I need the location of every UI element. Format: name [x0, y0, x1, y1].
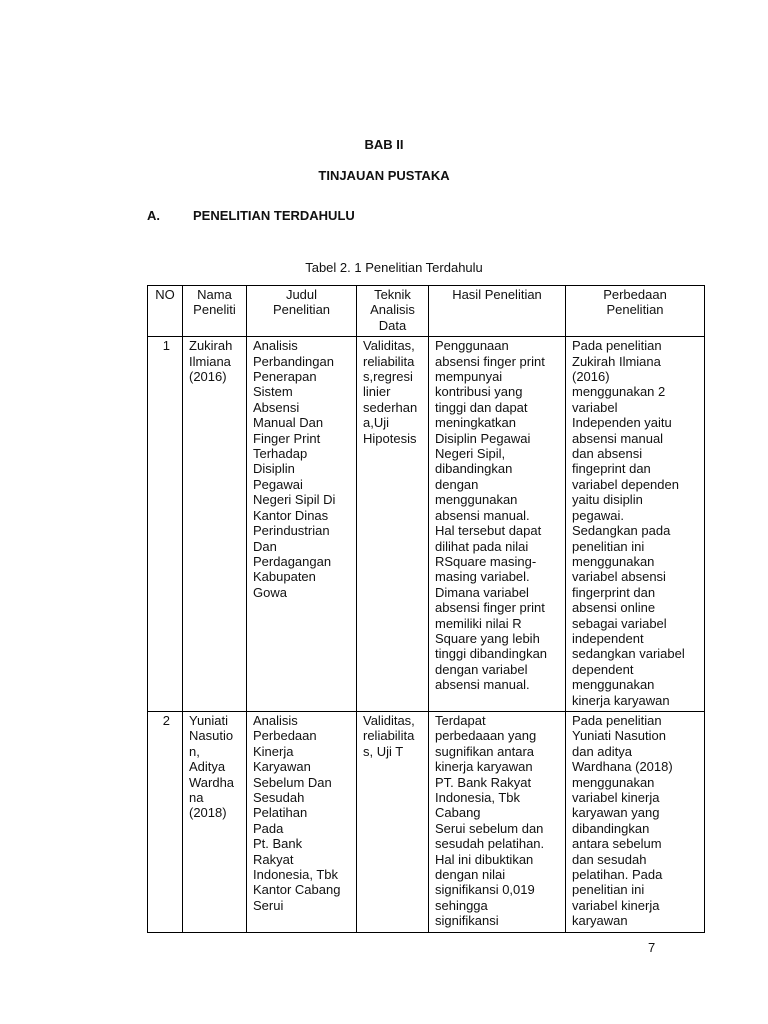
cell-text-line: sederhan — [363, 399, 418, 415]
cell-text-line: Penelitian — [606, 302, 664, 318]
cell-text-line: dan absensi — [572, 446, 643, 462]
cell-text-line: Karyawan — [253, 759, 311, 775]
cell-hasil-penelitian — [429, 337, 566, 712]
cell-text-line: penelitian ini — [572, 538, 645, 554]
cell-nama-peneliti — [183, 711, 247, 932]
cell-text-line: Sesudah — [253, 790, 305, 805]
cell-text-line: Disiplin Pegawai — [435, 430, 531, 446]
cell-text-line: RSquare masing- — [435, 553, 537, 569]
cell-text-line: memiliki nilai R — [435, 615, 522, 631]
cell-judul-penelitian — [247, 711, 357, 932]
cell-text-line: (2018) — [189, 805, 227, 821]
cell-text-line: Analisis — [370, 302, 415, 318]
cell-text-line: Kabupaten — [253, 569, 316, 585]
cell-text-line: Dimana variabel — [435, 584, 529, 600]
cell-perbedaan-penelitian — [566, 711, 705, 932]
cell-text-line: Serui sebelum dan — [435, 820, 544, 836]
cell-text-line: masing variabel. — [435, 569, 530, 585]
cell-text-line: kinerja karyawan — [572, 692, 670, 708]
cell-text-line: Penggunaan — [435, 338, 509, 354]
section-title: PENELITIAN TERDAHULU — [193, 208, 355, 223]
cell-text-line: dibandingkan — [435, 461, 513, 477]
cell-text-line: Kinerja — [253, 743, 294, 759]
cell-text-line: variabel kinerja — [572, 897, 660, 913]
cell-text-line: kontribusi yang — [435, 384, 523, 400]
cell-text-line: signifikansi 0,019 — [435, 882, 535, 898]
cell-text-line: Teknik — [374, 287, 411, 302]
cell-judul-penelitian — [247, 337, 357, 712]
cell-text-line: perbedaaan yang — [435, 728, 537, 744]
cell-text-line: Kantor Dinas — [253, 507, 329, 523]
cell-text-line: a,Uji — [363, 415, 390, 431]
table-row — [148, 337, 705, 712]
cell-text-line: menggunakan — [572, 774, 655, 790]
cell-text-line: menggunakan 2 — [572, 384, 666, 400]
cell-text-line: dan aditya — [572, 743, 632, 759]
chapter-number: BAB II — [364, 137, 404, 152]
cell-text-line: sugnifikan antara — [435, 743, 535, 759]
cell-text-line: na — [189, 790, 204, 805]
cell-text-line: Analisis — [253, 712, 298, 728]
cell-text-line: dilihat pada nilai — [435, 538, 529, 554]
section-heading — [147, 208, 355, 223]
cell-text-line: Validitas, — [363, 712, 415, 728]
cell-text-line: (2016) — [189, 369, 227, 385]
research-table — [147, 285, 705, 933]
cell-text-line: karyawan — [572, 913, 628, 929]
cell-text-line: fingeprint dan — [572, 461, 651, 477]
cell-text-line: Yuniati — [189, 712, 229, 728]
cell-text-line: variabel dependen — [572, 476, 679, 492]
cell-nama-peneliti — [183, 337, 247, 712]
cell-text-line: absensi manual. — [435, 507, 530, 523]
cell-text-line: Rakyat — [253, 851, 294, 867]
cell-text-line: Serui — [253, 897, 284, 913]
cell-text-line: Independen yaitu — [572, 415, 672, 431]
cell-text-line: Absensi — [253, 399, 300, 415]
cell-text-line: fingerprint dan — [572, 584, 656, 600]
cell-text-line: dependent — [572, 661, 634, 677]
table-caption: Tabel 2. 1 Penelitian Terdahulu — [305, 260, 483, 275]
cell-text-line: variabel kinerja — [572, 790, 660, 805]
cell-text-line: independent — [572, 630, 644, 646]
cell-text-line: linier — [363, 384, 391, 400]
cell-text-line: Indonesia, Tbk — [435, 790, 521, 805]
cell-text-line: dengan nilai — [435, 867, 506, 883]
cell-text-line: menggunakan — [435, 492, 518, 508]
cell-text-line: Perdagangan — [253, 553, 332, 569]
cell-text-line: sesudah pelatihan. — [435, 836, 545, 852]
cell-text-line: Pelatihan — [253, 805, 308, 821]
cell-text-line: Manual Dan — [253, 415, 324, 431]
cell-text-line: Nasutio — [189, 728, 234, 744]
cell-text-line: s,regresi — [363, 369, 413, 385]
cell-text-line: Hipotesis — [363, 430, 417, 446]
cell-hasil-penelitian — [429, 711, 566, 932]
cell-text-line: s, Uji T — [363, 743, 404, 759]
cell-text-line: Pt. Bank — [253, 836, 303, 852]
table-header-row — [148, 286, 705, 337]
cell-text-line: Negeri Sipil Di — [253, 492, 336, 508]
cell-text-line: Aditya — [189, 759, 226, 775]
cell-text-line: n, — [189, 743, 200, 759]
cell-text-line: Hal tersebut dapat — [435, 523, 542, 539]
cell-text-line: dibandingkan — [572, 820, 650, 836]
cell-text-line: menggunakan — [572, 553, 655, 569]
cell-text-line: Wardhana (2018) — [572, 759, 673, 775]
cell-text-line: Hasil Penelitian — [452, 287, 542, 302]
cell-text-line: Yuniati Nasution — [572, 728, 666, 744]
cell-text-line: Sistem — [253, 384, 293, 400]
cell-text-line: Zukirah — [189, 338, 233, 354]
section-letter: A. — [147, 208, 160, 223]
cell-no: 2 — [148, 711, 183, 932]
cell-text-line: absensi online — [572, 600, 656, 616]
cell-text-line: reliabilita — [363, 353, 415, 369]
cell-teknik-analisis — [357, 337, 429, 712]
cell-text-line: reliabilita — [363, 728, 415, 744]
cell-text-line: Terdapat — [435, 712, 486, 728]
cell-text-line: NO — [155, 287, 175, 302]
cell-text-line: Cabang — [435, 805, 481, 821]
cell-text-line: Perbedaan — [253, 728, 317, 744]
cell-text-line: Judul — [285, 287, 318, 302]
header-judul-penelitian — [247, 286, 357, 337]
cell-text-line: Validitas, — [363, 338, 415, 354]
cell-text-line: tinggi dan dapat — [435, 399, 528, 415]
cell-text-line: mempunyai — [435, 369, 503, 385]
cell-text-line: Pegawai — [253, 476, 303, 492]
cell-text-line: pegawai. — [572, 507, 625, 523]
header-teknik-analisis-data — [357, 286, 429, 337]
cell-text-line: kinerja karyawan — [435, 759, 533, 775]
cell-text-line: sebagai variabel — [572, 615, 667, 631]
cell-text-line: dan sesudah — [572, 851, 647, 867]
cell-text-line: tinggi dibandingkan — [435, 646, 548, 662]
cell-text-line: Penelitian — [272, 302, 331, 318]
cell-text-line: absensi finger print — [435, 600, 545, 616]
page-number: 7 — [648, 940, 656, 955]
cell-perbedaan-penelitian — [566, 337, 705, 712]
cell-text-line: Ilmiana — [189, 353, 231, 369]
cell-text-line: Pada — [253, 820, 284, 836]
cell-text-line: Indonesia, Tbk — [253, 867, 339, 883]
cell-text-line: Negeri Sipil, — [435, 446, 506, 462]
cell-text-line: Pada penelitian — [572, 712, 662, 728]
cell-text-line: signifikansi — [435, 913, 499, 929]
cell-text-line: Nama — [197, 287, 232, 302]
cell-text-line: Sebelum Dan — [253, 774, 332, 790]
cell-text-line: (2016) — [572, 369, 610, 385]
cell-text-line: Hal ini dibuktikan — [435, 851, 534, 867]
cell-text-line: Terhadap — [253, 446, 308, 462]
cell-text-line: antara sebelum — [572, 836, 662, 852]
cell-no: 1 — [148, 337, 183, 712]
header-perbedaan-penelitian — [566, 286, 705, 337]
cell-text-line: Peneliti — [193, 302, 236, 318]
table-row — [148, 711, 705, 932]
cell-text-line: PT. Bank Rakyat — [435, 774, 532, 790]
cell-text-line: variabel absensi — [572, 569, 666, 585]
cell-text-line: sehingga — [435, 897, 488, 913]
header-no — [148, 286, 183, 337]
cell-text-line: Perindustrian — [253, 523, 330, 539]
cell-text-line: Kantor Cabang — [253, 882, 341, 898]
header-hasil-penelitian — [429, 286, 566, 337]
cell-text-line: Sedangkan pada — [572, 523, 671, 539]
cell-text-line: variabel — [572, 399, 618, 415]
cell-text-line: penelitian ini — [572, 882, 645, 898]
cell-text-line: Perbedaan — [603, 287, 667, 302]
cell-text-line: dengan — [435, 476, 479, 492]
cell-text-line: Pada penelitian — [572, 338, 662, 354]
cell-text-line: Zukirah Ilmiana — [572, 353, 661, 369]
cell-text-line: Perbandingan — [253, 353, 334, 369]
cell-text-line: meningkatkan — [435, 415, 516, 431]
cell-text-line: karyawan yang — [572, 805, 660, 821]
cell-text-line: Analisis — [253, 338, 298, 354]
cell-text-line: yaitu disiplin — [572, 492, 643, 508]
cell-text-line: pelatihan. Pada — [572, 867, 663, 883]
cell-text-line: Penerapan — [253, 369, 317, 385]
chapter-title: TINJAUAN PUSTAKA — [318, 168, 450, 183]
cell-text-line: Disiplin — [253, 461, 295, 477]
cell-text-line: Square yang lebih — [435, 630, 540, 646]
cell-teknik-analisis — [357, 711, 429, 932]
cell-text-line: Wardha — [189, 774, 235, 790]
cell-text-line: absensi manual — [572, 430, 664, 446]
cell-text-line: Dan — [253, 538, 277, 554]
cell-text-line: absensi finger print — [435, 353, 545, 369]
cell-text-line: Gowa — [253, 584, 287, 600]
cell-text-line: absensi manual. — [435, 677, 530, 693]
cell-text-line: Finger Print — [253, 430, 321, 446]
cell-text-line: menggunakan — [572, 677, 655, 693]
header-nama-peneliti — [183, 286, 247, 337]
cell-text-line: sedangkan variabel — [572, 646, 685, 662]
cell-text-line: dengan variabel — [435, 661, 528, 677]
cell-text-line: Data — [378, 317, 407, 333]
